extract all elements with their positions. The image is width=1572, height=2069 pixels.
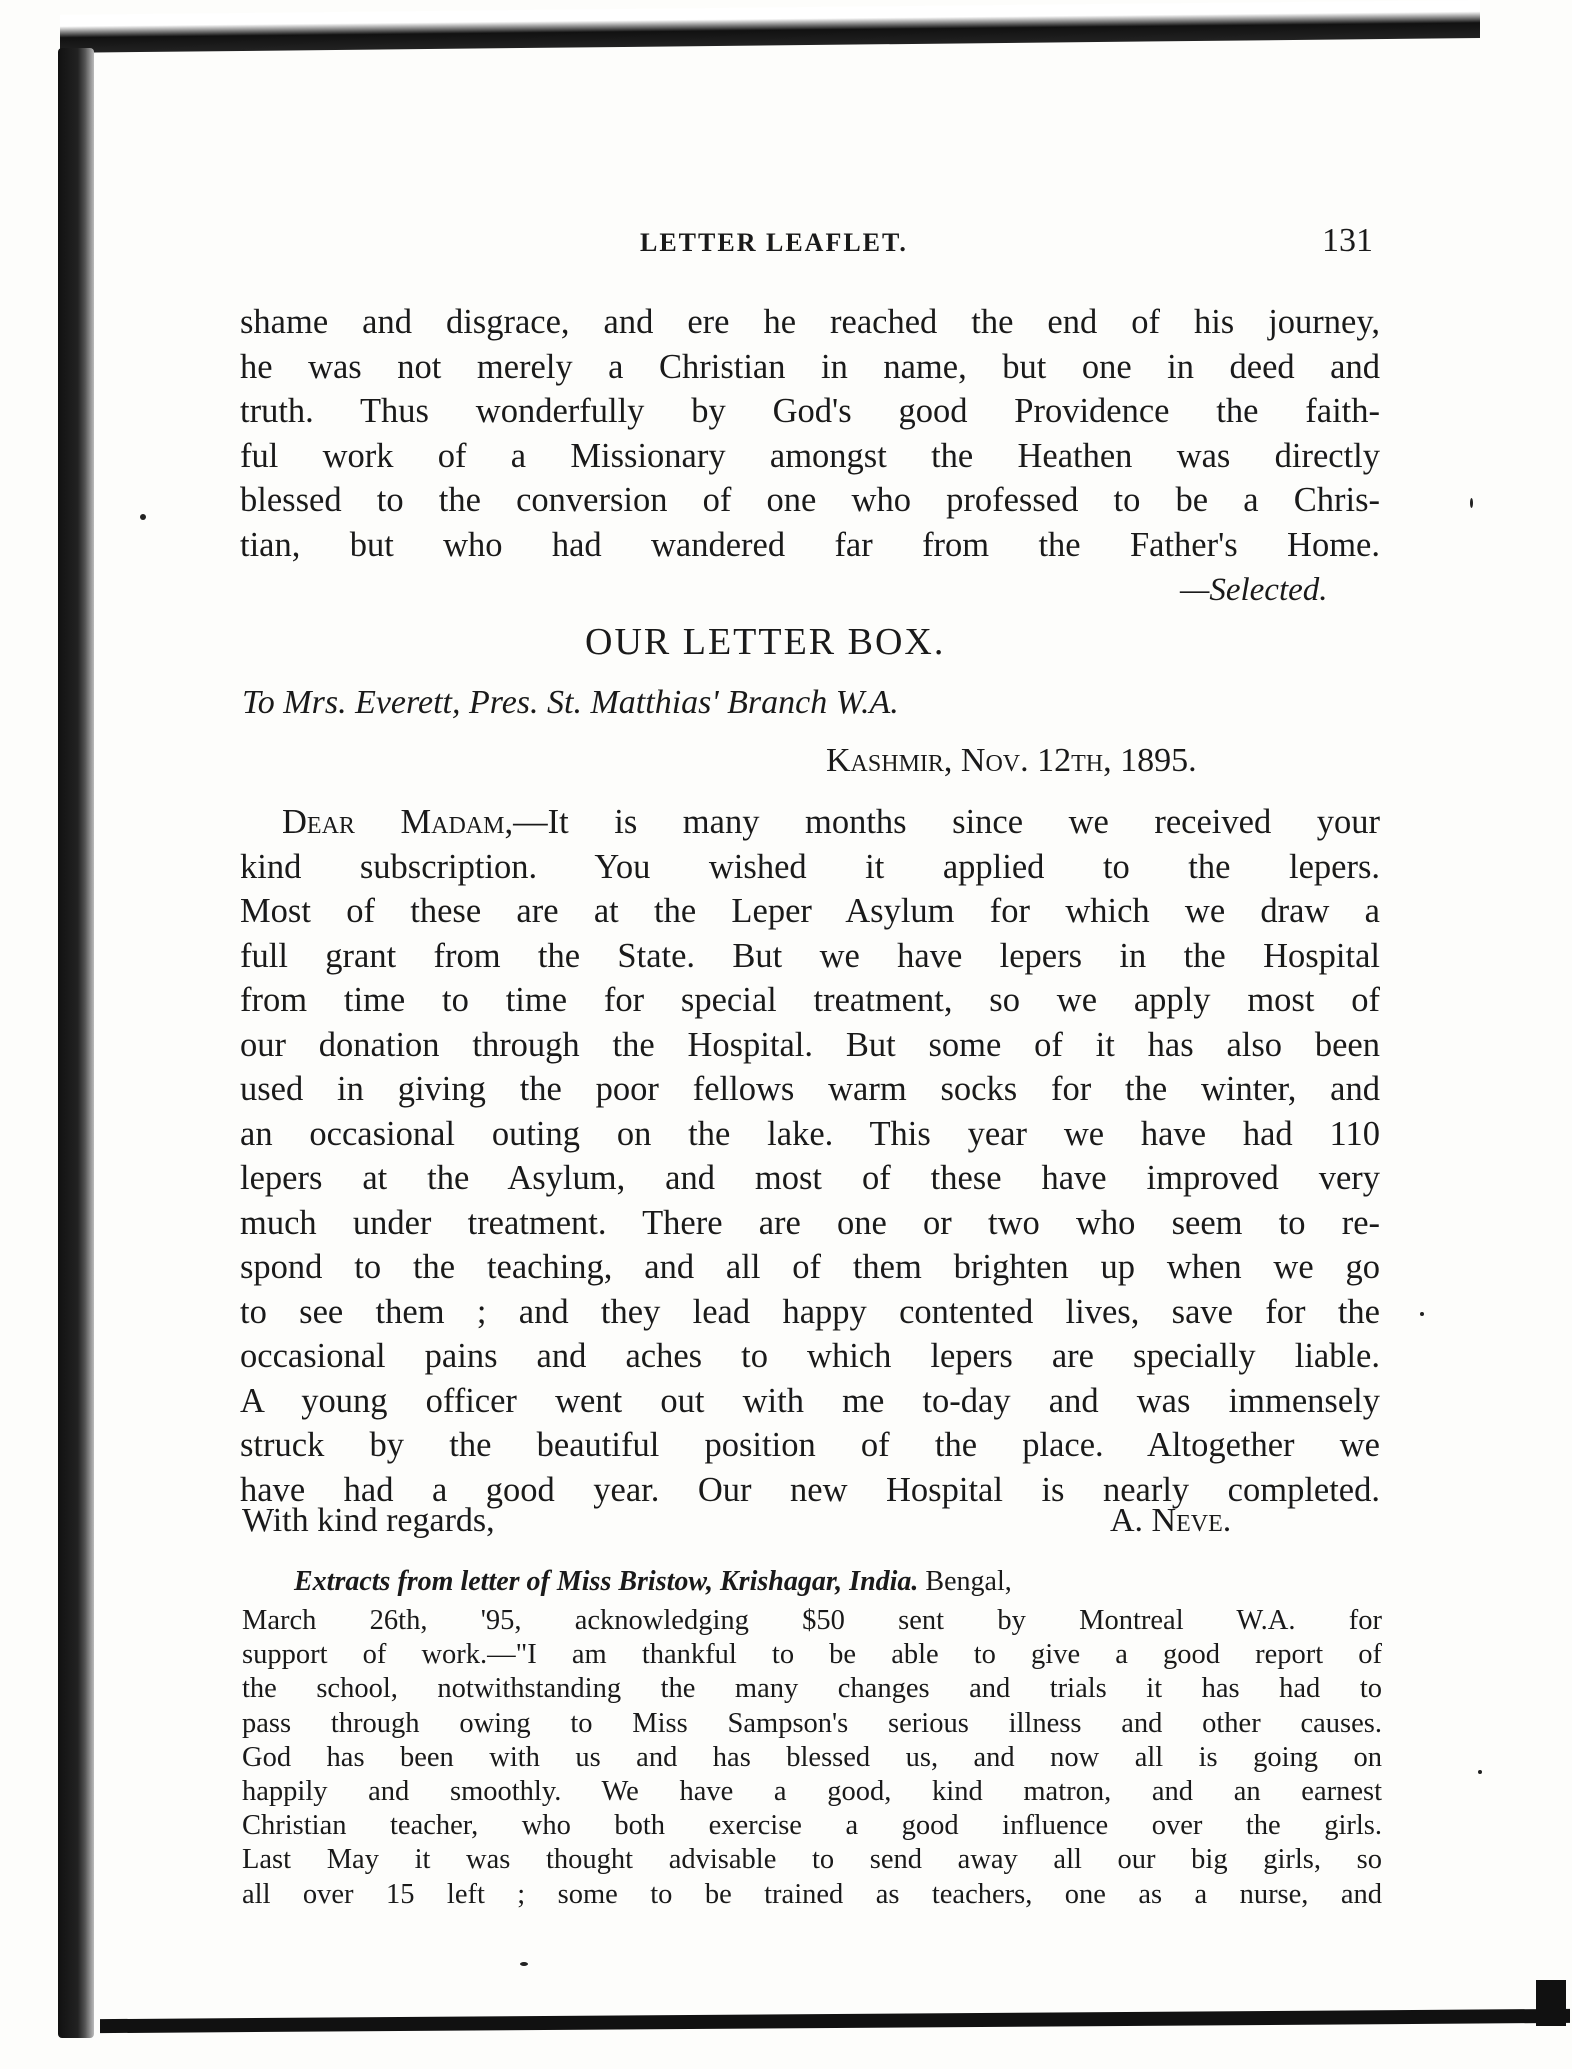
- text-line: March 26th, '95, acknowledging $50 sent by Montreal W.A. for: [242, 1605, 1382, 1636]
- text-line: used in giving the poor fellows warm socks for the winter, and: [240, 1070, 1380, 1108]
- text-line: from time to time for special treatment, so we apply most of: [240, 981, 1380, 1019]
- text-line: Most of these are at the Leper Asylum for which we draw a: [240, 892, 1380, 930]
- text-line: happily and smoothly. We have a good, kind matron, and an earnest: [242, 1776, 1382, 1808]
- letter-dateline: Kashmir, Nov. 12th, 1895.: [826, 742, 1197, 779]
- letter-signature: A. Neve.: [1110, 1502, 1232, 1539]
- scan-speck: [1478, 1770, 1482, 1774]
- text-line: our donation through the Hospital. But some of it has also been: [240, 1025, 1380, 1064]
- text-line: [240, 800, 1380, 845]
- text-line: have had a good year. Our new Hospital is nearly completed.: [240, 1470, 1380, 1509]
- scan-speck: [520, 1962, 528, 1966]
- selected-signoff: —Selected.: [1180, 572, 1328, 608]
- continuation-paragraph: [240, 300, 1380, 567]
- salutation: Dear Madam,: [282, 803, 514, 841]
- text-line: shame and disgrace, and ere he reached the end of his journey,: [240, 303, 1380, 341]
- scan-speck: [1470, 498, 1473, 508]
- extract-heading-italic: Extracts from letter of Miss Bristow, Krishagar, India.: [294, 1566, 919, 1597]
- text-line: ful work of a Missionary amongst the Heathen was directly: [240, 436, 1380, 475]
- text-line: A young officer went out with me to-day and was immensely: [240, 1381, 1380, 1420]
- text-line: the school, notwithstanding the many changes and trials it has had to: [242, 1673, 1382, 1705]
- letter-closing: With kind regards,: [242, 1502, 495, 1539]
- text-line: occasional pains and aches to which lepers are specially liable.: [240, 1337, 1380, 1375]
- page-border-corner: [1536, 1980, 1566, 2026]
- extract-heading-rest: Bengal,: [925, 1566, 1012, 1597]
- text-line: God has been with us and has blessed us, and now all is going on: [242, 1741, 1382, 1773]
- text-line: tian, but who had wandered far from the Father's Home.: [240, 525, 1380, 564]
- text-line: struck by the beautiful position of the place. Altogether we: [240, 1426, 1380, 1464]
- running-head: LETTER LEAFLET.: [640, 228, 908, 257]
- text-line: he was not merely a Christian in name, but one in deed and: [240, 347, 1380, 386]
- scan-speck: [140, 514, 146, 520]
- extract-heading: [294, 1566, 1012, 1598]
- text-line: full grant from the State. But we have lepers in the Hospital: [240, 936, 1380, 975]
- page-border-left: [58, 48, 94, 2038]
- text-line-rest: —It is many months since we received your: [513, 803, 1380, 841]
- text-line: an occasional outing on the lake. This year we have had 110: [240, 1114, 1380, 1153]
- text-line: support of work.—"I am thankful to be able to give a good report of: [242, 1639, 1382, 1671]
- letter-addressee: To Mrs. Everett, Pres. St. Matthias' Branch W.A.: [242, 684, 899, 721]
- page-number: 131: [1322, 222, 1373, 259]
- text-line: all over 15 left ; some to be trained as teachers, one as a nurse, and: [242, 1878, 1382, 1910]
- section-title: OUR LETTER BOX.: [585, 621, 946, 663]
- text-line: spond to the teaching, and all of them brighten up when we go: [240, 1248, 1380, 1286]
- text-line: much under treatment. There are one or two who seem to re-: [240, 1203, 1380, 1242]
- text-line: pass through owing to Miss Sampson's serious illness and other causes.: [242, 1707, 1382, 1739]
- text-line: kind subscription. You wished it applied to the lepers.: [240, 847, 1380, 886]
- text-line: blessed to the conversion of one who professed to be a Chris-: [240, 481, 1380, 519]
- extract-body: [242, 1604, 1382, 1912]
- letter-body: [240, 800, 1380, 1512]
- scan-speck: [1420, 1312, 1424, 1316]
- text-line: lepers at the Asylum, and most of these have improved very: [240, 1159, 1380, 1197]
- text-line: truth. Thus wonderfully by God's good Providence the faith-: [240, 392, 1380, 430]
- text-line: Christian teacher, who both exercise a good influence over the girls.: [242, 1810, 1382, 1842]
- text-line: Last May it was thought advisable to send away all our big girls, so: [242, 1844, 1382, 1876]
- text-line: to see them ; and they lead happy contented lives, save for the: [240, 1292, 1380, 1331]
